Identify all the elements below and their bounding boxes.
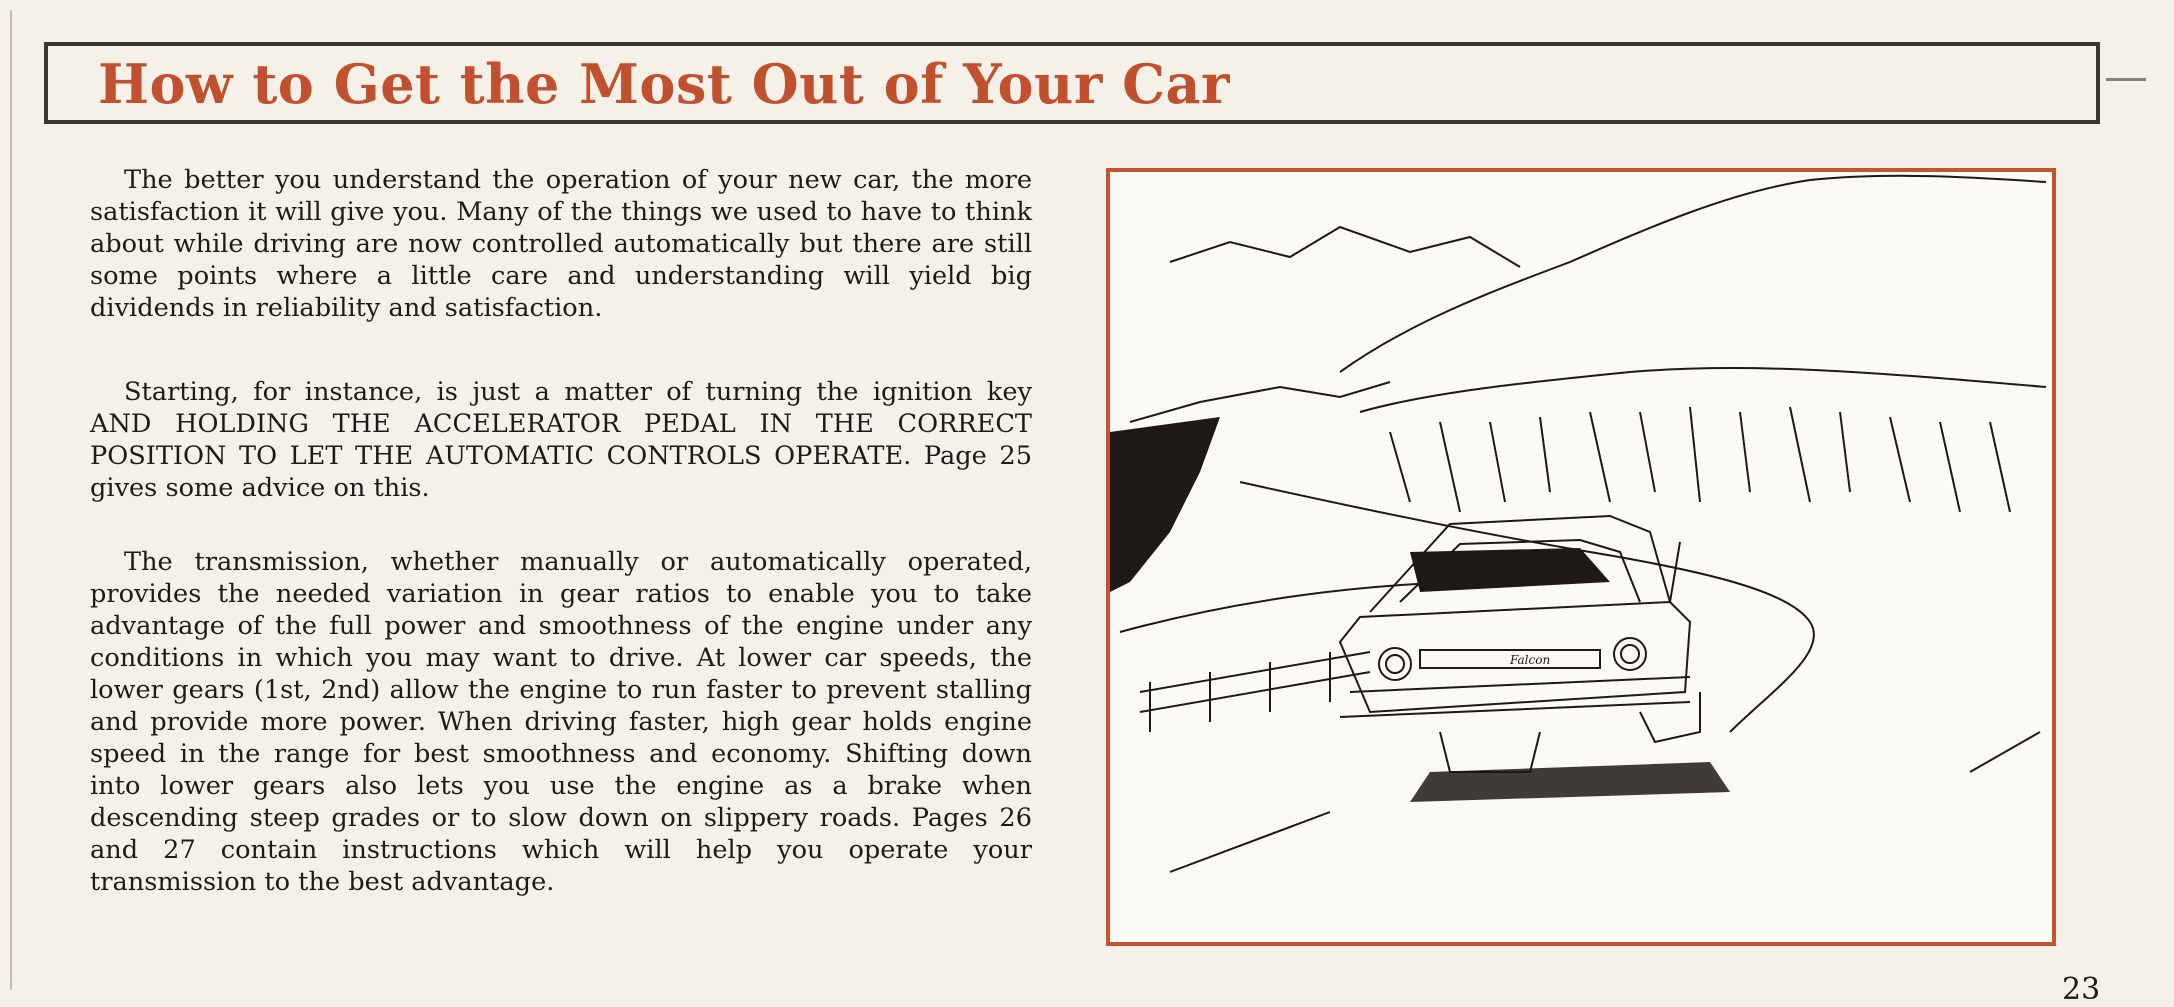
paragraph-text: The better you understand the operation of your new car, the more satisfaction it will give you. Many of the things we used to have to think about while driving are now controlled automatically but there are still some points where a little care and understanding will yield big dividends in reliability and satisfaction. <box>90 165 1032 323</box>
title-box <box>44 42 2100 124</box>
paragraph-starting <box>90 376 1032 504</box>
title-tick-mark <box>2106 78 2146 81</box>
page-number: 23 <box>2062 972 2101 1007</box>
paragraph-text: Starting, for instance, is just a matter of turning the ignition key AND HOLDING THE ACCELERATOR PEDAL IN THE CORRECT POSITION TO LET THE AUTOMATIC CONTROLS OPERATE. Page 25 gives some advice on this. <box>90 377 1032 503</box>
car-badge-text: Falcon <box>1510 653 1551 667</box>
paragraph-transmission <box>90 546 1032 898</box>
page-edge-rule <box>10 10 12 990</box>
paragraph-intro <box>90 164 1032 324</box>
page-title: How to Get the Most Out of Your Car <box>98 52 1230 116</box>
mountain-road-drawing <box>1110 172 2052 942</box>
paragraph-text: The transmission, whether manually or automatically operated, provides the needed variation in gear ratios to enable you to take advantage of the full power and smoothness of the engine under any conditions in which you may want to drive. At lower car speeds, the lower gears (1st, 2nd) allow the engine to run faster to prevent stalling and provide more power. When driving faster, high gear holds engine speed in the range for best smoothness and economy. Shifting down into lower gears also lets you use the engine as a brake when descending steep grades or to slow down on slippery roads. Pages 26 and 27 contain instructions which will help you operate your transmission to the best advantage. <box>90 547 1032 897</box>
car-illustration <box>1106 168 2056 946</box>
